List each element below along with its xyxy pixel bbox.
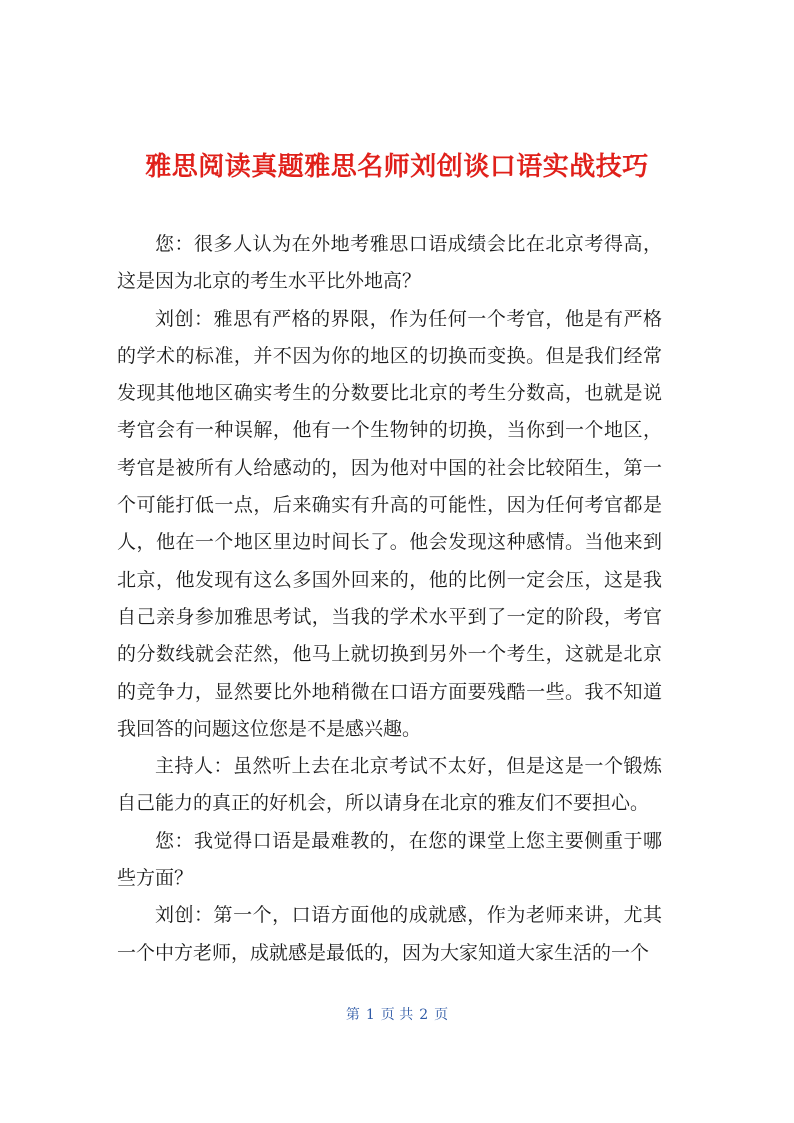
document-body: [117, 226, 662, 972]
paragraph-2: 刘创：雅思有严格的界限，作为任何一个考官，他是有严格的学术的标准，并不因为你的地区的切换而变换。但是我们经常发现其他地区确实考生的分数要比北京的考生分数高，也就是说考官会有一种误解，他有一个生物钟的切换，当你到一个地区，考官是被所有人给感动的，因为他对中国的社会比较陌生，第一个可能打低一点，后来确实有升高的可能性，因为任何考官都是人，他在一个地区里边时间长了。他会发现这种感情。当他来到北京，他发现有这么多国外回来的，他的比例一定会压，这是我自己亲身参加雅思考试，当我的学术水平到了一定的阶段，考官的分数线就会茫然，他马上就切换到另外一个考生，这就是北京的竞争力，显然要比外地稍微在口语方面要残酷一些。我不知道我回答的问题这位您是不是感兴趣。: [117, 307, 662, 740]
footer-middle: 页 共: [380, 1007, 414, 1023]
paragraph-4: 您：我觉得口语是最难教的，在您的课堂上您主要侧重于哪些方面？: [117, 829, 662, 890]
paragraph-1: 您：很多人认为在外地考雅思口语成绩会比在北京考得高，这是因为北京的考生水平比外地高？: [117, 233, 662, 293]
footer-total-pages: 2: [419, 1007, 429, 1023]
paragraph-3: 主持人：虽然听上去在北京考试不太好，但是这是一个锻炼自己能力的真正的好机会，所以请身在北京的雅友们不要担心。: [117, 755, 662, 815]
page-footer: [0, 1004, 794, 1024]
footer-suffix: 页: [434, 1007, 449, 1023]
document-title: 雅思阅读真题雅思名师刘创谈口语实战技巧: [145, 152, 649, 182]
footer-current-page: 1: [365, 1007, 375, 1023]
footer-prefix: 第: [345, 1007, 360, 1023]
paragraph-5: 刘创：第一个，口语方面他的成就感，作为老师来讲，尤其一个中方老师，成就感是最低的，因为大家知道大家生活的一个: [117, 904, 662, 964]
